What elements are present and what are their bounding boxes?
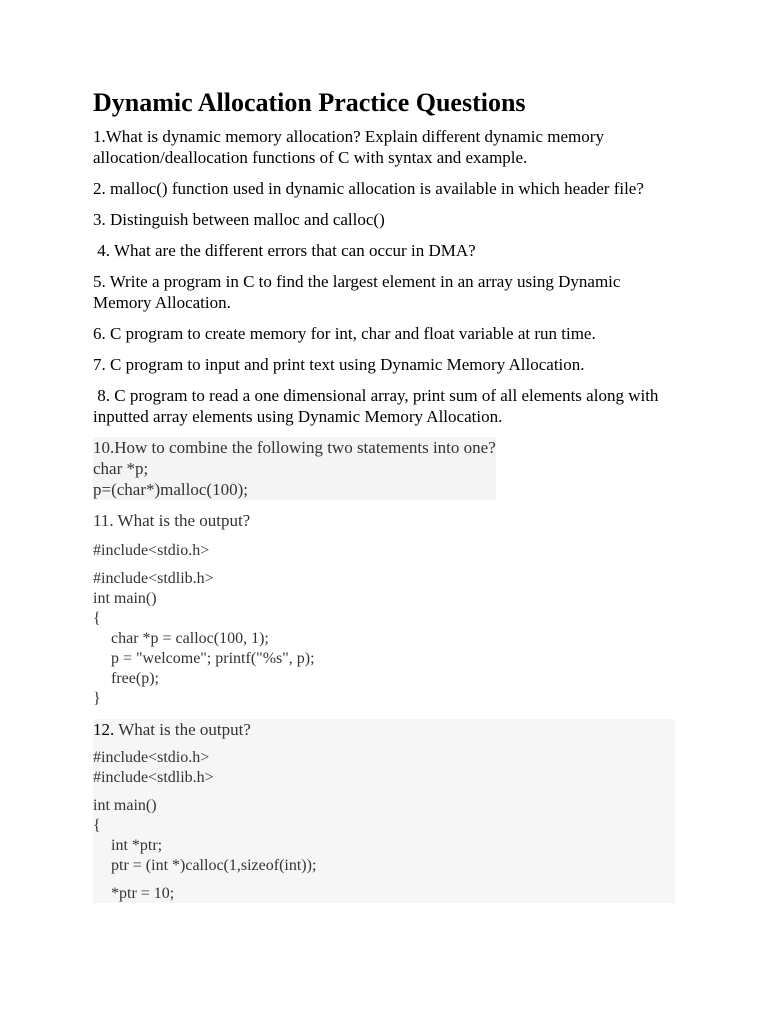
code-line: int main() bbox=[93, 590, 157, 607]
question-12-number: 12. bbox=[93, 720, 115, 739]
code-line: ptr = (int *)calloc(1,sizeof(int)); bbox=[111, 857, 317, 874]
code-line: #include<stdlib.h> bbox=[93, 769, 214, 786]
code-line: } bbox=[93, 690, 101, 707]
question-12-heading: What is the output? bbox=[114, 720, 251, 739]
code-line: char *p; bbox=[93, 459, 149, 478]
question-12 bbox=[93, 719, 675, 740]
question-3: 3. Distinguish between malloc and calloc() bbox=[93, 210, 385, 229]
document-page bbox=[93, 86, 675, 903]
code-include-stdio bbox=[93, 541, 675, 561]
code-line: char *p = calloc(100, 1); bbox=[111, 630, 269, 647]
question-4: 4. What are the different errors that can occur in DMA? bbox=[93, 241, 476, 260]
question-11-code bbox=[93, 569, 675, 709]
code-line: p=(char*)malloc(100); bbox=[93, 480, 248, 499]
code-line: #include<stdio.h> bbox=[93, 749, 210, 766]
question-7: 7. C program to input and print text using Dynamic Memory Allocation. bbox=[93, 355, 585, 374]
question-5: 5. Write a program in C to find the largest element in an array using Dynamic Memory Allocation. bbox=[93, 272, 621, 312]
code-line: free(p); bbox=[111, 670, 159, 687]
question-12-includes bbox=[93, 748, 675, 788]
code-line: { bbox=[93, 610, 101, 627]
code-line: { bbox=[93, 817, 101, 834]
code-line: int *ptr; bbox=[111, 837, 163, 854]
code-line: p = "welcome"; printf("%s", p); bbox=[111, 650, 315, 667]
code-line: #include<stdlib.h> bbox=[93, 570, 214, 587]
question-11: 11. What is the output? bbox=[93, 511, 251, 530]
code-line: *ptr = 10; bbox=[111, 885, 175, 902]
question-12-panel bbox=[93, 719, 675, 903]
question-2: 2. malloc() function used in dynamic allocation is available in which header file? bbox=[93, 179, 644, 198]
code-line: #include<stdio.h> bbox=[93, 542, 210, 559]
question-1: 1.What is dynamic memory allocation? Explain different dynamic memory allocation/deallocation functions of C with syntax and example. bbox=[93, 127, 604, 167]
question-12-code-continued bbox=[93, 884, 675, 903]
question-10-block bbox=[93, 437, 496, 500]
question-10-text: 10.How to combine the following two statements into one? bbox=[93, 438, 496, 457]
code-line: int main() bbox=[93, 797, 157, 814]
question-12-code bbox=[93, 796, 675, 876]
question-6: 6. C program to create memory for int, char and float variable at run time. bbox=[93, 324, 596, 343]
page-title: Dynamic Allocation Practice Questions bbox=[93, 88, 526, 117]
question-8: 8. C program to read a one dimensional array, print sum of all elements along with inputted array elements using Dynamic Memory Allocation. bbox=[93, 386, 663, 426]
